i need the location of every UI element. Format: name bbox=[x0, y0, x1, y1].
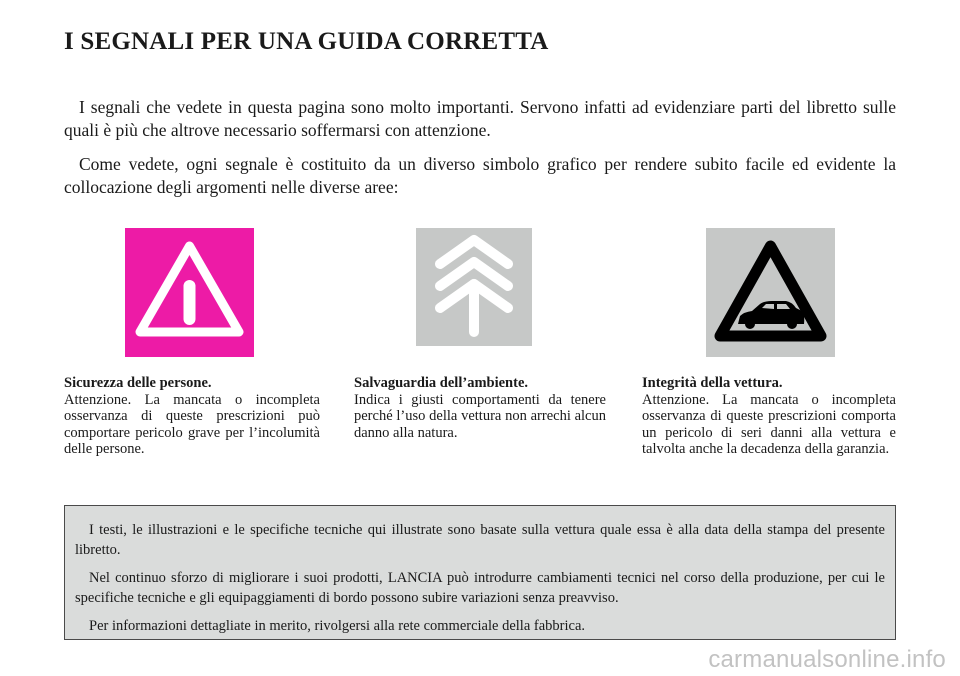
intro-paragraph: Come vedete, ogni segnale è costituito da un diverso simbolo grafico per rendere subito facile ed evidente la collocazione degli argomenti nelle diverse aree: bbox=[64, 154, 896, 197]
watermark: carmanualsonline.info bbox=[708, 646, 946, 673]
disclaimer-paragraph: Nel continuo sforzo di migliorare i suoi prodotti, LANCIA può introdurre cambiamenti tecnici nel corso della produzione, per cui le specifiche tecniche e gli equipaggiamenti di bordo possono subire variazioni senza preavviso. bbox=[75, 570, 885, 606]
disclaimer-paragraph: I testi, le illustrazioni e le specifiche tecniche qui illustrate sono basate sulla vettura quale essa è alla data della stampa del presente libretto. bbox=[75, 522, 885, 558]
page-title: I SEGNALI PER UNA GUIDA CORRETTA bbox=[64, 28, 549, 55]
intro-text bbox=[64, 96, 896, 210]
tree-arrows-icon bbox=[416, 228, 532, 346]
vehicle-integrity-sign bbox=[706, 228, 835, 357]
intro-paragraph: I segnali che vedete in questa pagina sono molto importanti. Servono infatti ad evidenziare parti del libretto sulle quali è più che altrove necessario soffermarsi con attenzione. bbox=[64, 97, 896, 140]
caption-title: Integrità della vettura. bbox=[642, 375, 783, 391]
caption-title: Salvaguardia dell’ambiente. bbox=[354, 375, 529, 391]
people-safety-sign bbox=[125, 228, 254, 357]
disclaimer-box bbox=[64, 505, 896, 640]
warning-triangle-exclamation-icon bbox=[125, 228, 254, 357]
warning-triangle-car-icon bbox=[706, 228, 835, 357]
caption-title: Sicurezza delle persone. bbox=[64, 375, 212, 391]
disclaimer-paragraph: Per informazioni dettagliate in merito, rivolgersi alla rete commerciale della fabbrica. bbox=[89, 618, 586, 634]
caption-text: Indica i giusti comportamenti da tenere perché l’uso della vettura non arrechi alcun danno alla natura. bbox=[354, 391, 606, 441]
caption-text: Attenzione. La mancata o incompleta osservanza di queste prescrizioni può comportare pericolo grave per l’incolumità delle persone. bbox=[64, 391, 320, 457]
caption-text: Attenzione. La mancata o incompleta osservanza di queste prescrizioni comporta un pericolo di seri danni alla vettura e talvolta anche la decadenza della garanzia. bbox=[642, 391, 896, 457]
environment-sign bbox=[416, 228, 532, 346]
people-safety-caption bbox=[64, 375, 320, 458]
environment-caption bbox=[354, 375, 606, 441]
vehicle-integrity-caption bbox=[642, 375, 896, 458]
